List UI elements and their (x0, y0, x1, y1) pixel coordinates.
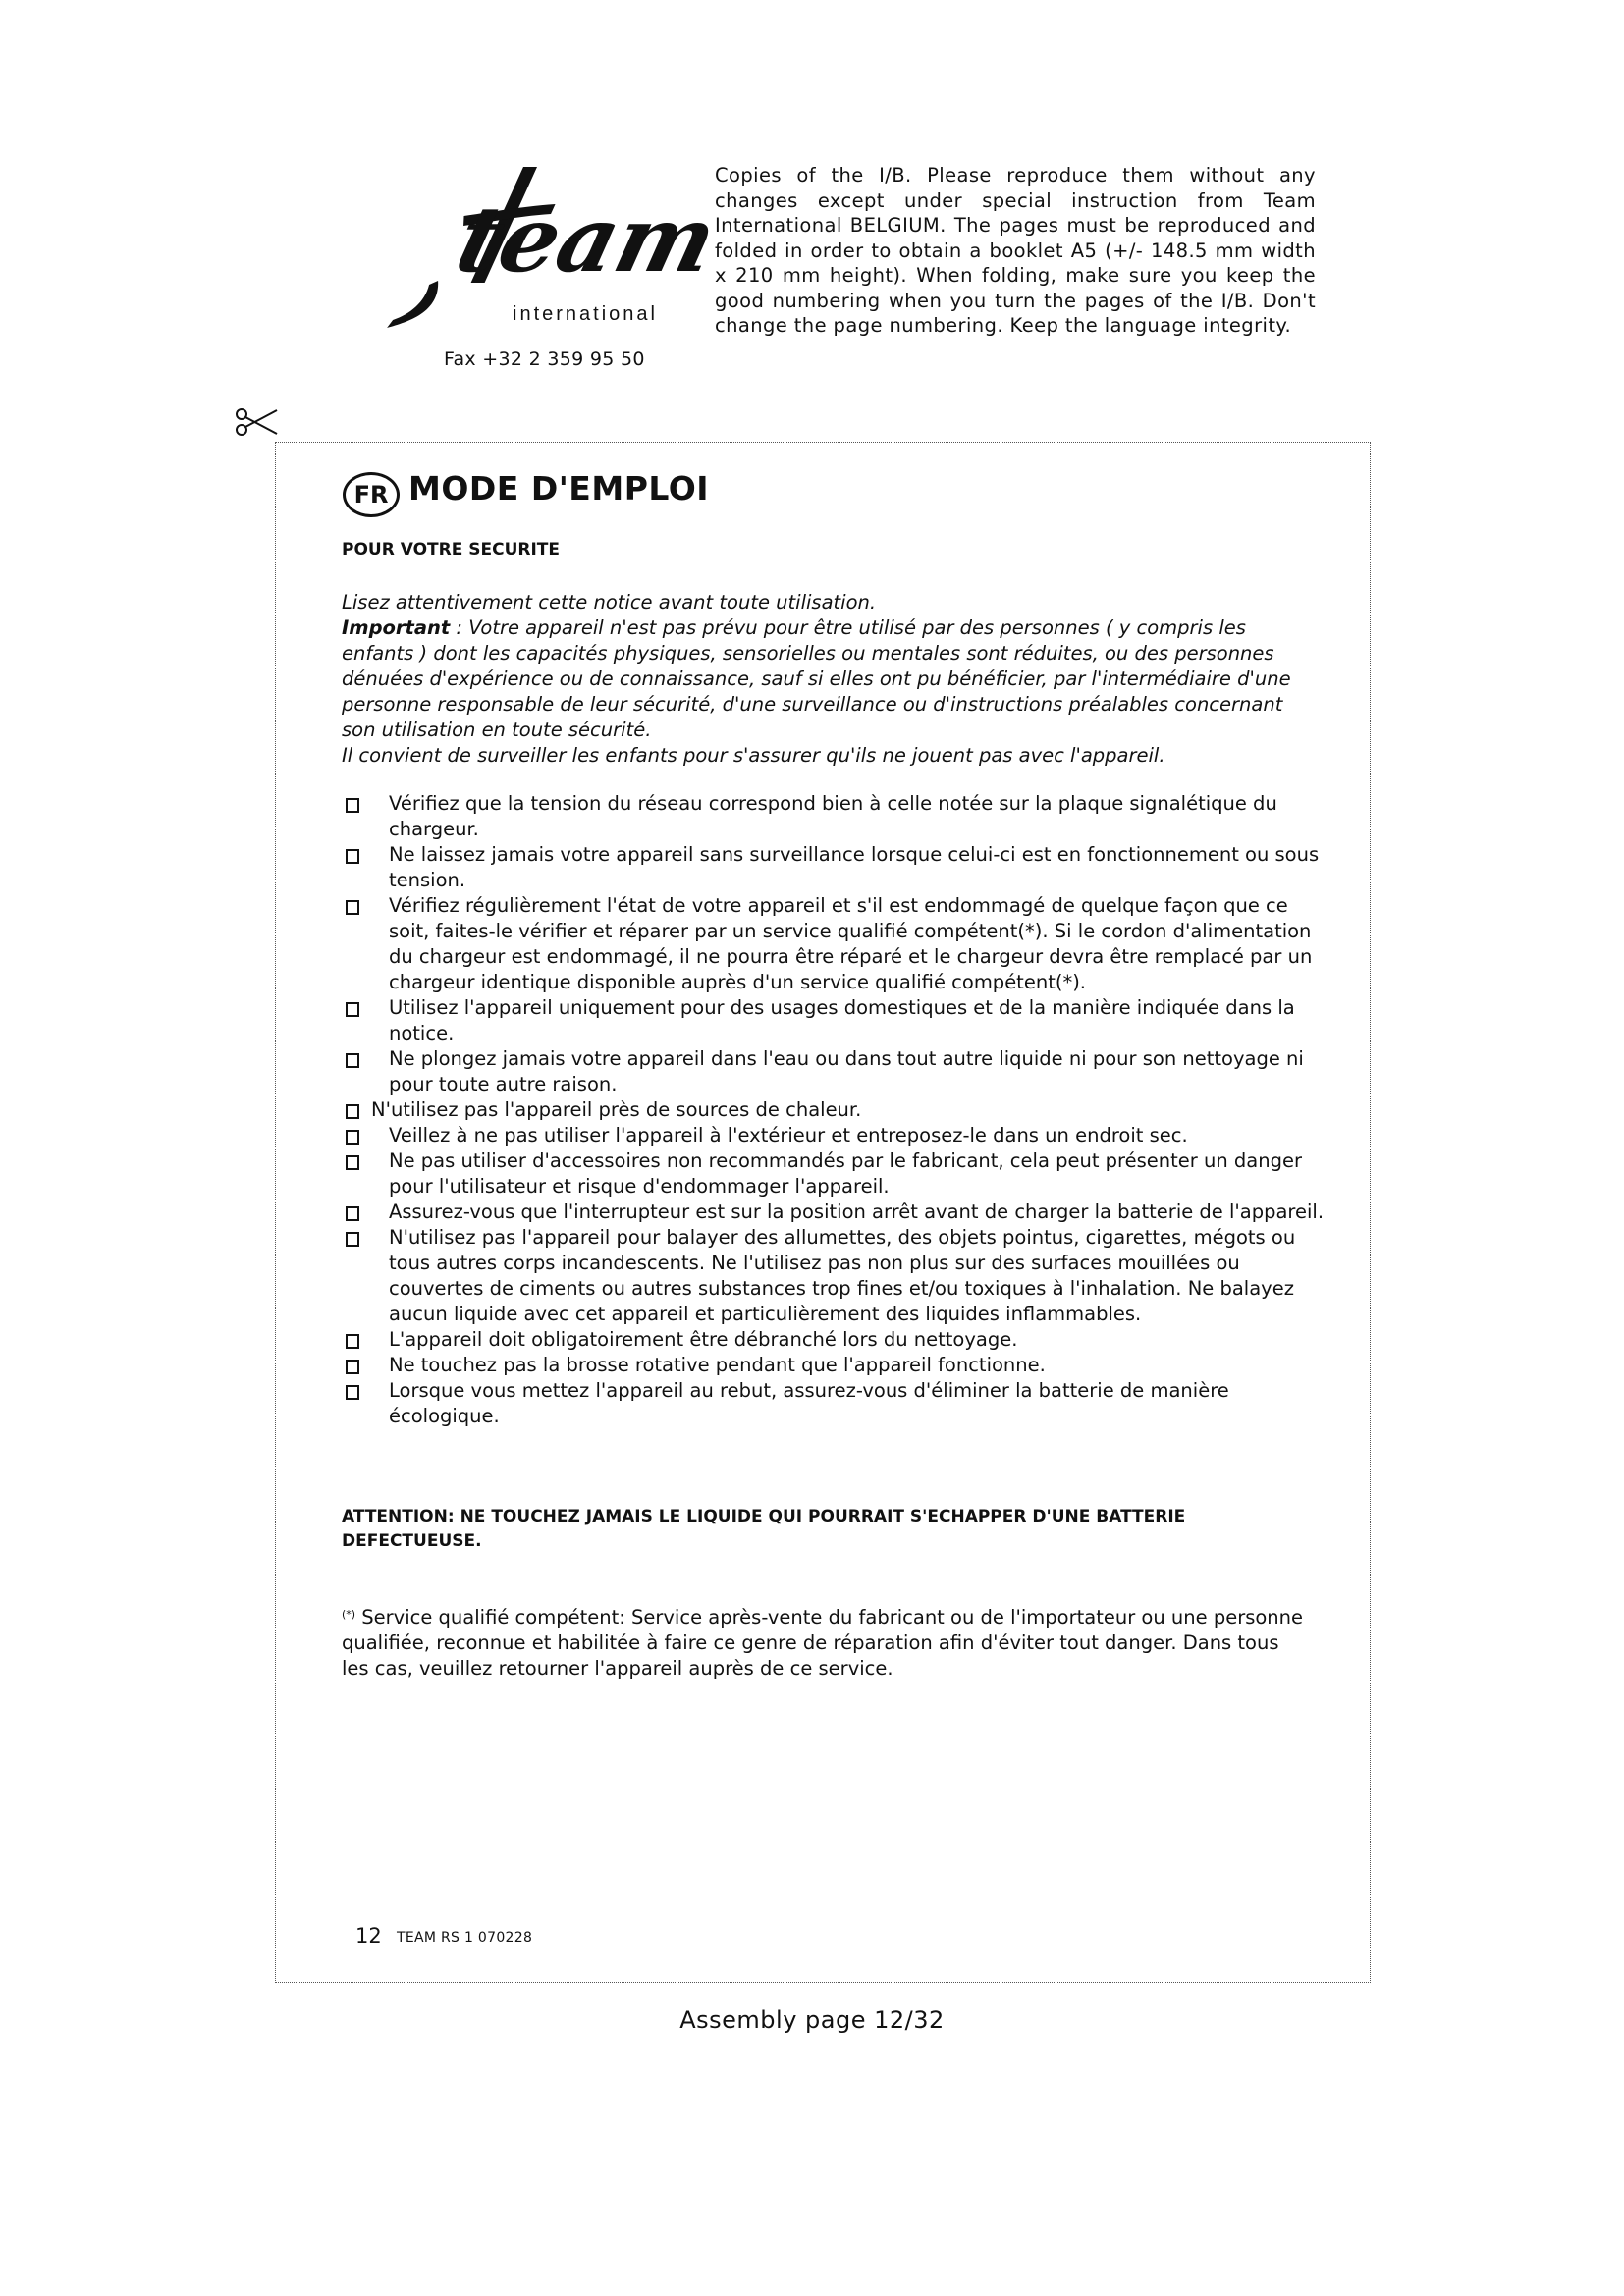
battery-attention-notice: ATTENTION: NE TOUCHEZ JAMAIS LE LIQUIDE QUI POURRAIT S'ECHAPPER D'UNE BATTERIE DEFECTUEUSE. (342, 1507, 1186, 1551)
page-number: 12 (355, 1924, 382, 1948)
team-international-logo (410, 155, 727, 332)
warning-item (342, 1097, 1333, 1123)
warning-item (342, 1353, 1333, 1378)
warning-item (342, 1123, 1333, 1148)
checkbox-bullet-icon (346, 900, 359, 915)
fax-number: Fax +32 2 359 95 50 (444, 348, 645, 370)
warning-text: Ne laissez jamais votre appareil sans surveillance lorsque celui-ci est en fonctionnement ou sous tension. (389, 843, 1320, 891)
warning-item (342, 1327, 1333, 1353)
intro-read-notice: Lisez attentivement cette notice avant toute utilisation. (342, 591, 877, 614)
warning-text: L'appareil doit obligatoirement être débranché lors du nettoyage. (389, 1328, 1018, 1351)
logo-word: team (446, 187, 727, 294)
language-badge: FR (343, 472, 400, 517)
checkbox-bullet-icon (346, 1385, 359, 1400)
warning-text: Veillez à ne pas utiliser l'appareil à l'extérieur et entreposez-le dans un endroit sec. (389, 1124, 1188, 1147)
checkbox-bullet-icon (346, 1002, 359, 1017)
warning-text: Utilisez l'appareil uniquement pour des usages domestiques et de la manière indiquée dans la notice. (389, 996, 1295, 1044)
warning-text: Ne touchez pas la brosse rotative pendant que l'appareil fonctionne. (389, 1354, 1046, 1376)
warning-item (342, 1378, 1333, 1429)
warning-text: Ne pas utiliser d'accessoires non recommandés par le fabricant, cela peut présenter un danger pour l'utilisateur et risque d'endommager l'appareil. (389, 1149, 1303, 1198)
warning-text: N'utilisez pas l'appareil près de sources de chaleur. (371, 1098, 862, 1121)
safety-intro (342, 590, 1314, 769)
logo-subtitle: international (513, 303, 658, 325)
service-footnote (342, 1602, 1304, 1682)
warning-text: Lorsque vous mettez l'appareil au rebut, assurez-vous d'éliminer la batterie de manière écologique. (389, 1379, 1229, 1427)
section-title: POUR VOTRE SECURITE (342, 540, 561, 560)
footnote-text: Service qualifié compétent: Service après-vente du fabricant ou de l'importateur ou une personne qualifiée, reconnue et habilitée à faire ce genre de réparation afin d'éviter tout danger. Dans tous les cas, veuillez retourner l'appareil auprès de ce service. (342, 1606, 1304, 1680)
warning-item (342, 893, 1333, 995)
reproduction-instructions: Copies of the I/B. Please reproduce them without any changes except under special instruction from Team International BELGIUM. The pages must be reproduced and folded in order to obtain a booklet A5 (+/- 148.5 mm width x 210 mm height). When folding, make sure you keep the good numbering when you turn the pages of the I/B. Don't change the page numbering. Keep the language integrity. (715, 164, 1316, 337)
warning-text: Assurez-vous que l'interrupteur est sur la position arrêt avant de charger la batterie de l'appareil. (389, 1201, 1325, 1223)
warning-text: N'utilisez pas l'appareil pour balayer des allumettes, des objets pointus, cigarettes, mégots ou tous autres corps incandescents. Ne l'utilisez pas non plus sur des surfaces mouillées ou couvertes de ciments ou autres substances trop fines et/ou toxiques à l'inhalation. Ne balayez aucun liquide avec cet appareil et particulièrement des liquides inflammables. (389, 1226, 1296, 1325)
warning-text: Vérifiez que la tension du réseau correspond bien à celle notée sur la plaque signalétique du chargeur. (389, 792, 1277, 840)
checkbox-bullet-icon (346, 798, 359, 813)
warning-item (342, 791, 1333, 842)
checkbox-bullet-icon (346, 1360, 359, 1374)
checkbox-bullet-icon (346, 1155, 359, 1170)
checkbox-bullet-icon (346, 1334, 359, 1349)
checkbox-bullet-icon (346, 1104, 359, 1119)
checkbox-bullet-icon (346, 1232, 359, 1247)
warning-item (342, 995, 1333, 1046)
warning-item (342, 1225, 1333, 1327)
safety-warnings-list (342, 791, 1333, 1429)
checkbox-bullet-icon (346, 1130, 359, 1145)
warning-text: Ne plongez jamais votre appareil dans l'eau ou dans tout autre liquide ni pour son nettoyage ni pour toute autre raison. (389, 1047, 1304, 1095)
manual-title: MODE D'EMPLOI (408, 469, 710, 507)
intro-children: Il convient de surveiller les enfants pour s'assurer qu'ils ne jouent pas avec l'appareil. (342, 744, 1165, 767)
intro-important (342, 615, 1314, 743)
scissors-icon (234, 406, 279, 440)
checkbox-bullet-icon (346, 849, 359, 864)
footnote-mark: (*) (342, 1608, 356, 1621)
warning-item (342, 842, 1333, 893)
assembly-page-label: Assembly page 12/32 (679, 2006, 945, 2034)
checkbox-bullet-icon (346, 1053, 359, 1068)
warning-text: Vérifiez régulièrement l'état de votre appareil et s'il est endommagé de quelque façon que ce soit, faites-le vérifier et réparer par un service qualifié compétent(*). Si le cordon d'alimentation du chargeur est endommagé, il ne pourra être réparé et le chargeur devra être remplacé par un chargeur identique disponible auprès d'un service qualifié compétent(*). (389, 894, 1313, 993)
warning-item (342, 1046, 1333, 1097)
important-text: : Votre appareil n'est pas prévu pour être utilisé par des personnes ( y compris les enfants ) dont les capacités physiques, sensorielles ou mentales sont réduites, ou des personnes dénuées d'expérience ou de connaissance, sauf si elles ont pu bénéficier, par l'intermédiaire d'une personne responsable de leur sécurité, d'une surveillance ou d'instructions préalables concernant son utilisation en toute sécurité. (342, 616, 1291, 741)
warning-item (342, 1200, 1333, 1225)
page-reference: TEAM RS 1 070228 (397, 1930, 533, 1946)
checkbox-bullet-icon (346, 1206, 359, 1221)
warning-item (342, 1148, 1333, 1200)
important-label: Important (342, 616, 451, 639)
